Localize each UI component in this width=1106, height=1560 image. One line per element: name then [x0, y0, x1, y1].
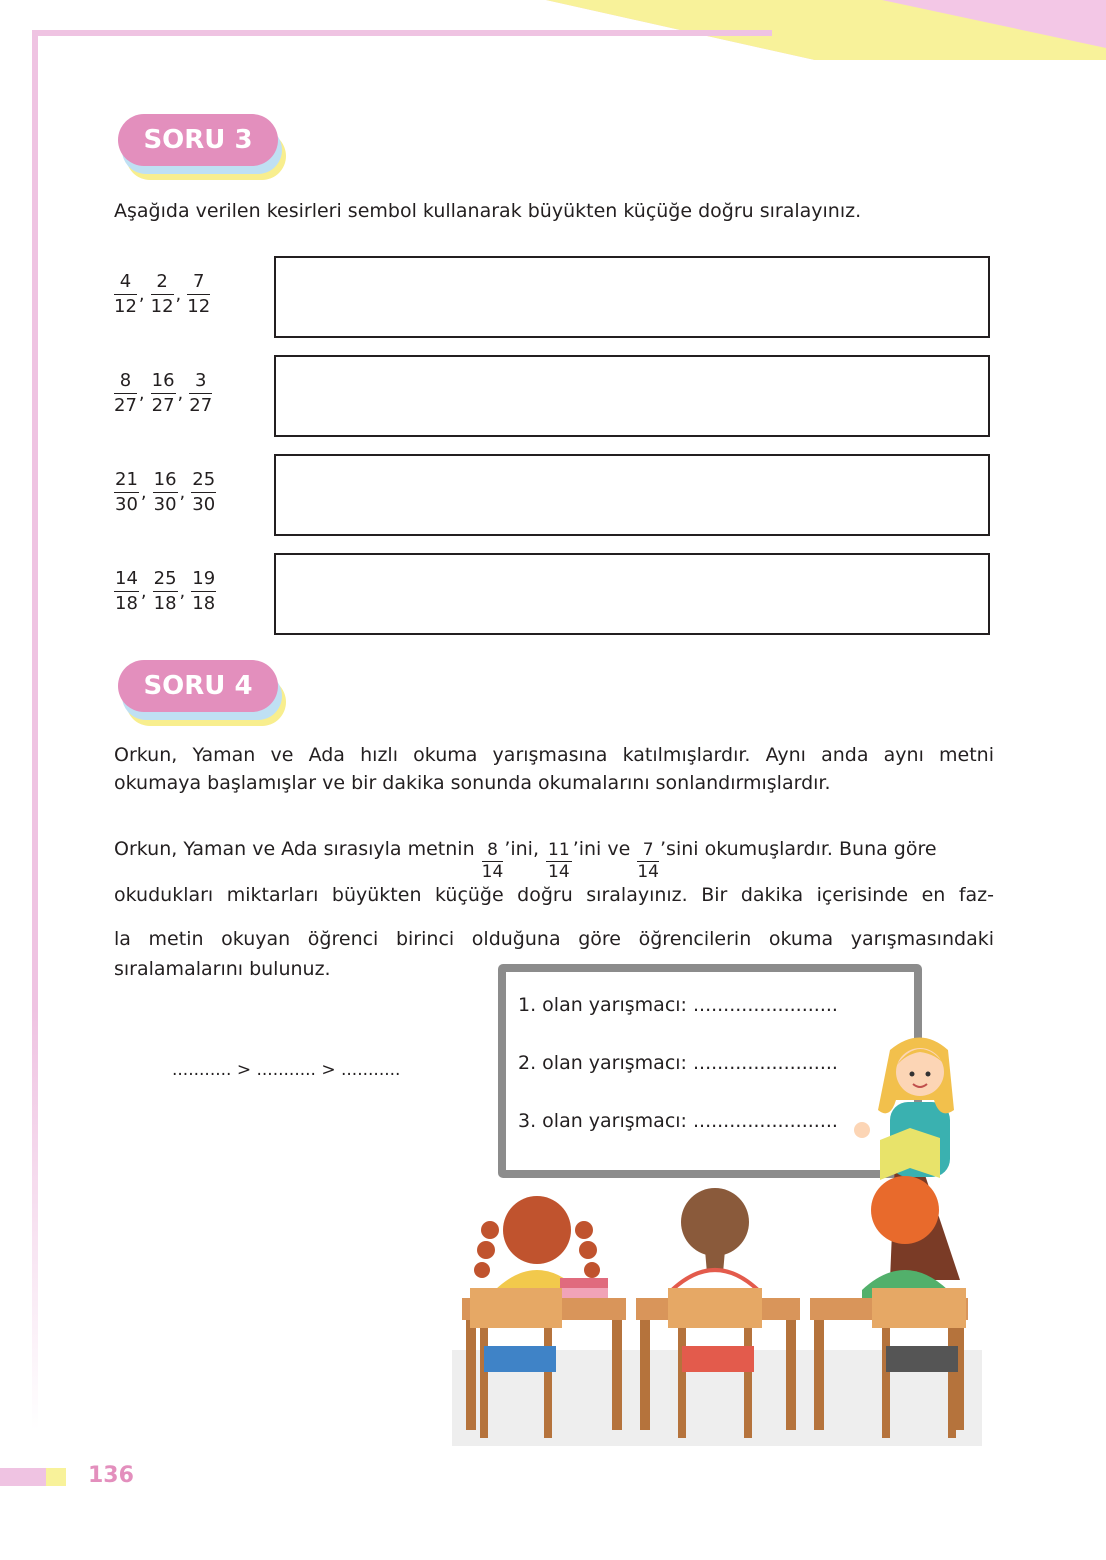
question-4-paragraph2-line1 — [114, 836, 994, 882]
page-number-bar-yellow — [46, 1468, 66, 1486]
rank-3-line: 3. olan yarışmacı: ........................ — [518, 1110, 838, 1132]
fraction: $\frac{8}{27}$ — [114, 370, 137, 416]
fraction-separator: , — [138, 383, 145, 404]
fraction-row — [114, 569, 216, 614]
question-4-badge — [118, 660, 286, 726]
page-number-bar-pink — [0, 1468, 46, 1486]
fraction: $\frac{16}{30}$ — [153, 469, 177, 515]
fraction-separator: , — [140, 581, 147, 602]
fraction: $\frac{16}{27}$ — [151, 370, 175, 416]
fraction-row — [114, 272, 210, 317]
rank-1-line: 1. olan yarışmacı: ........................ — [518, 994, 838, 1016]
question-4-paragraph2-line4: sıralamalarını bulunuz. — [114, 958, 331, 980]
rank-2-line: 2. olan yarışmacı: ........................ — [518, 1052, 838, 1074]
fraction: $\frac{2}{12}$ — [150, 271, 174, 317]
page-frame-top — [32, 30, 772, 36]
question-4-paragraph1-line2: okumaya başlamışlar ve bir dakika sonunda okumalarını sonlandırmışlardır. — [114, 772, 831, 794]
question-4-label: SORU 4 — [118, 660, 278, 712]
fraction-ada: $\frac{7}{14}$ — [637, 840, 659, 882]
fraction-separator: , — [138, 284, 145, 305]
question-3-label: SORU 3 — [118, 114, 278, 166]
question-4-paragraph2-line3: la metin okuyan öğrenci birinci olduğuna göre öğrencilerin okuma yarışmasındaki — [114, 928, 994, 950]
fraction-row — [114, 470, 216, 515]
fraction-separator: , — [179, 482, 186, 503]
fraction-separator: , — [179, 581, 186, 602]
fraction: $\frac{25}{30}$ — [192, 469, 216, 515]
answer-box[interactable] — [274, 256, 990, 338]
fraction-orkun: $\frac{8}{14}$ — [481, 840, 504, 882]
p2-text-2: ’ini, — [504, 838, 539, 860]
fraction-row — [114, 371, 212, 416]
fraction: $\frac{21}{30}$ — [115, 469, 138, 515]
fraction: $\frac{3}{27}$ — [189, 370, 213, 416]
p2-text-4: ’sini okumuşlardır. Buna göre — [660, 838, 937, 860]
fraction-separator: , — [177, 383, 184, 404]
fraction-separator: , — [140, 482, 147, 503]
question-3-instruction: Aşağıda verilen kesirleri sembol kullanarak büyükten küçüğe doğru sıralayınız. — [114, 200, 862, 222]
fraction: $\frac{19}{18}$ — [192, 568, 216, 614]
fraction: $\frac{7}{12}$ — [187, 271, 211, 317]
fraction: $\frac{4}{12}$ — [114, 271, 137, 317]
p2-text-3: ’ini ve — [572, 838, 631, 860]
page-frame-left — [32, 30, 38, 1430]
fraction-separator: , — [175, 284, 182, 305]
p2-text-1: Orkun, Yaman ve Ada sırasıyla metnin — [114, 838, 475, 860]
answer-box[interactable] — [274, 553, 990, 635]
answer-box[interactable] — [274, 454, 990, 536]
question-4-paragraph2-line2: okudukları miktarları büyükten küçüğe doğru sıralayınız. Bir dakika içerisinde en faz- — [114, 884, 994, 906]
classroom-illustration — [450, 1030, 990, 1450]
question-3-badge — [118, 114, 286, 180]
page-number: 136 — [88, 1463, 134, 1488]
fraction: $\frac{14}{18}$ — [115, 568, 138, 614]
fraction-yaman: $\frac{11}{14}$ — [548, 840, 570, 882]
ordering-blank: ........... > ........... > ........... — [172, 1060, 401, 1080]
answer-box[interactable] — [274, 355, 990, 437]
fraction: $\frac{25}{18}$ — [153, 568, 177, 614]
question-4-paragraph1-line1: Orkun, Yaman ve Ada hızlı okuma yarışmasına katılmışlardır. Aynı anda aynı metni — [114, 744, 994, 766]
